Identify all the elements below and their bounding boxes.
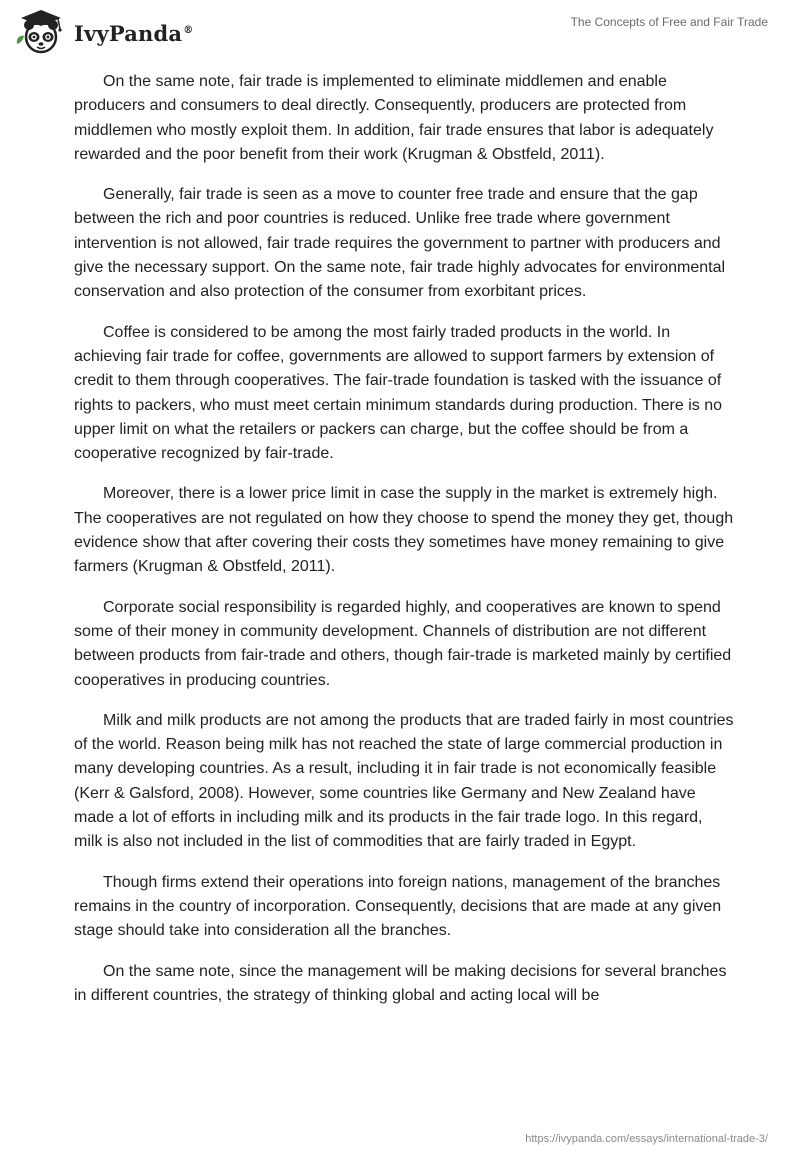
paragraph: On the same note, since the management will be making decisions for several branches in different countries, the strategy of thinking global and acting local will be — [74, 962, 727, 1004]
paragraph: On the same note, fair trade is implemented to eliminate middlemen and enable producers and consumers to deal directly. Consequently, producers are protected from middlemen who mostly exploit them. In addition, fair trade ensures that labor is adequately rewarded and the poor benefit from their work (Krugman & Obstfeld, 2011). — [74, 73, 714, 163]
paragraph: Corporate social responsibility is regarded highly, and cooperatives are known to spend some of their money in community development. Channels of distribution are not different between products from fair-trade and others, though fair-trade is marketed mainly by certified cooperatives in producing countries. — [74, 598, 732, 689]
brand-name: IvyPanda® — [74, 20, 194, 46]
paragraph: Though firms extend their operations into foreign nations, management of the branches remains in the country of incorporation. Consequently, decisions that are made at any given stage should take into consideration all the branches. — [74, 873, 722, 940]
paragraph: Coffee is considered to be among the most fairly traded products in the world. In achieving fair trade for coffee, governments are allowed to support farmers by extension of credit to them through cooperatives. The fair-trade foundation is tasked with the issuance of rights to packers, who must meet certain minimum standards during production. There is no upper limit on what the retailers or packers can charge, but the coffee should be from a cooperative recognized by fair-trade. — [74, 323, 722, 463]
essay-body — [74, 70, 734, 1024]
paragraph: Milk and milk products are not among the products that are traded fairly in most countries of the world. Reason being milk has not reached the state of large commercial production in many developing countries. As a result, including it in fair trade is not economically feasible (Kerr & Galsford, 2008). However, some countries like Germany and New Zealand have made a lot of efforts in including milk and its products in the fair trade logo. In this regard, milk is also not included in the list of commodities that are fairly traded in Egypt. — [74, 711, 734, 851]
panda-graduation-cap-icon — [14, 8, 68, 58]
page-header — [0, 0, 800, 64]
ivypanda-logo[interactable] — [14, 8, 193, 58]
document-title: The Concepts of Free and Fair Trade — [570, 15, 768, 29]
source-url[interactable]: https://ivypanda.com/essays/international-trade-3/ — [525, 1133, 768, 1145]
paragraph: Moreover, there is a lower price limit in case the supply in the market is extremely high. The cooperatives are not regulated on how they choose to spend the money they get, though evidence show that after covering their costs they sometimes have money remaining to give farmers (Krugman & Obstfeld, 2011). — [74, 485, 734, 576]
registered-mark: ® — [183, 24, 194, 36]
paragraph: Generally, fair trade is seen as a move to counter free trade and ensure that the gap between the rich and poor countries is reduced. Unlike free trade where government intervention is not allowed, fair trade requires the government to partner with producers and give the necessary support. On the same note, fair trade highly advocates for environmental conservation and also protection of the consumer from exorbitant prices. — [74, 186, 726, 301]
